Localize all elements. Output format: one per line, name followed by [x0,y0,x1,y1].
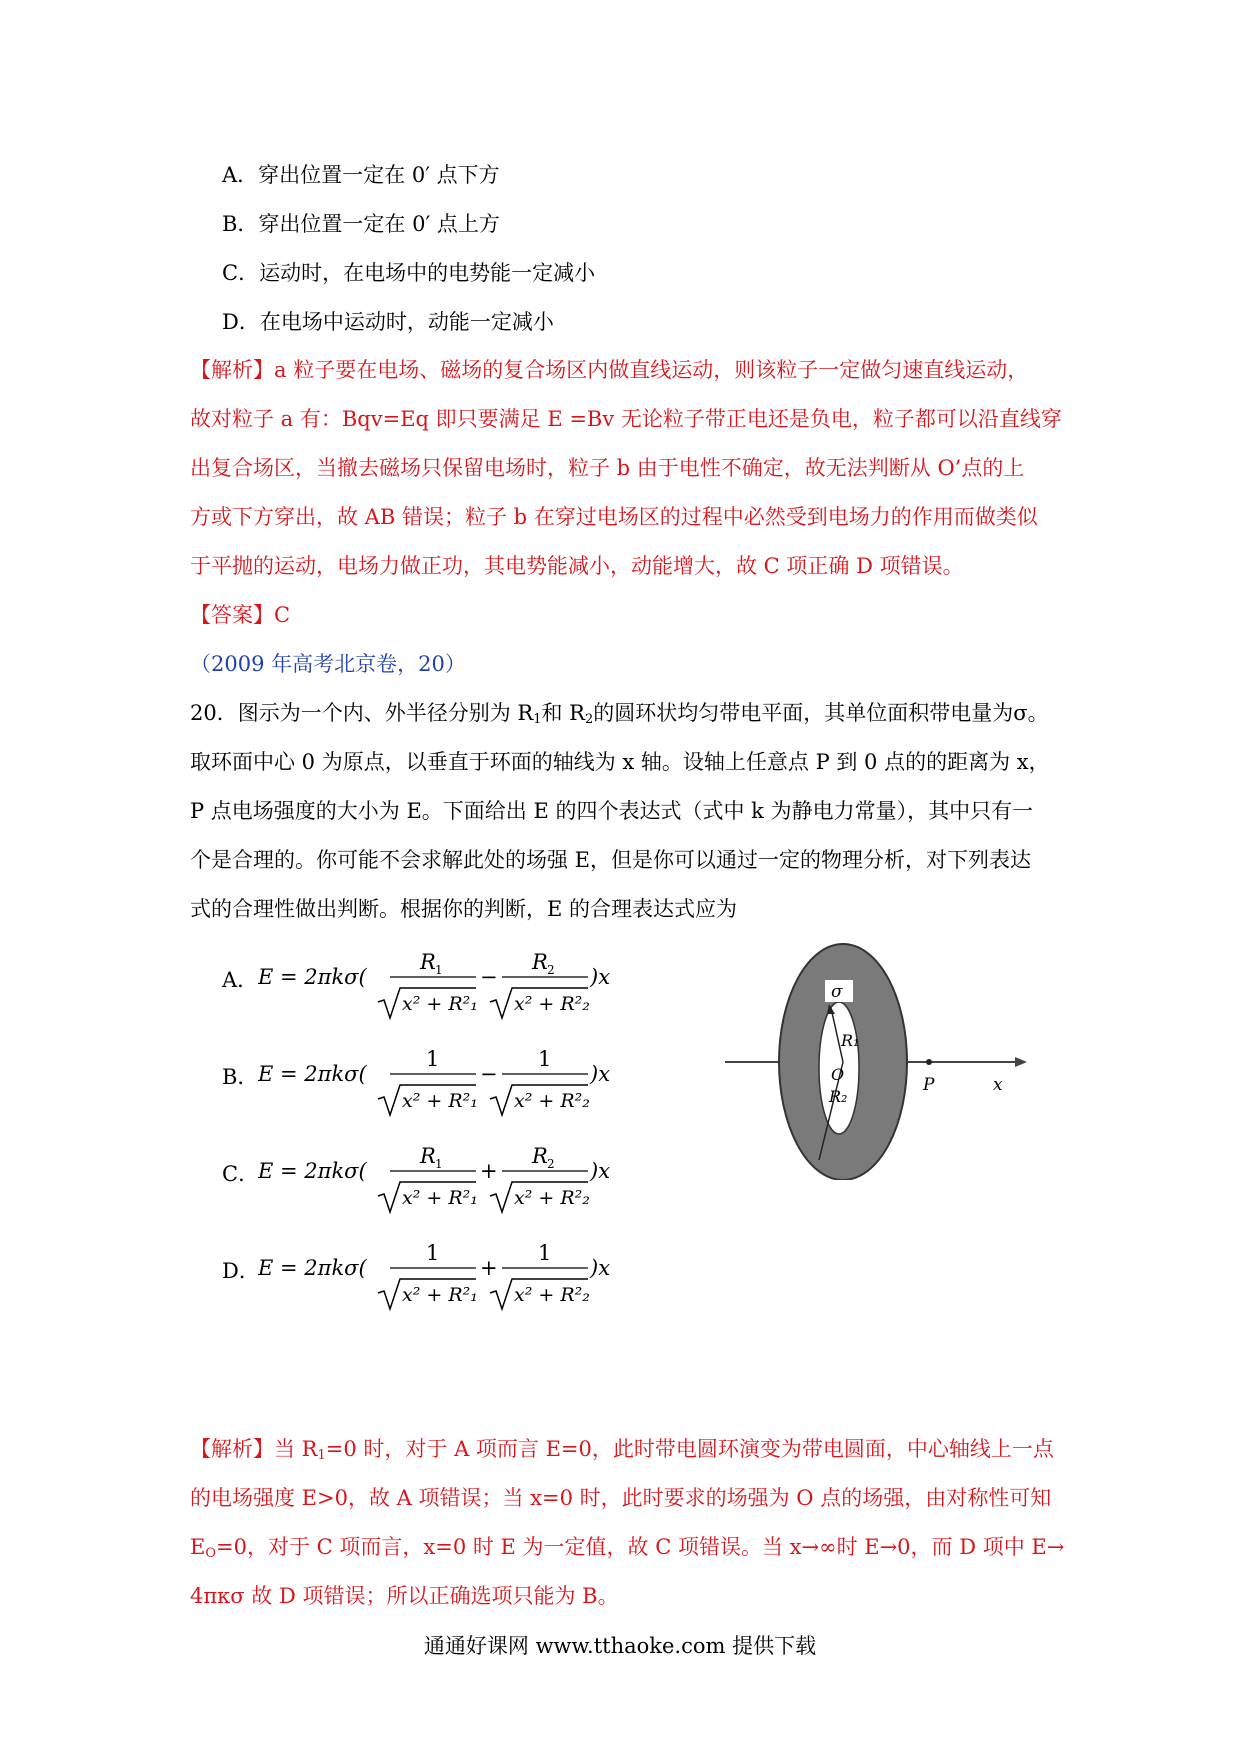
svg-text:1: 1 [435,1157,443,1171]
r2-label: R₂ [829,1087,848,1106]
svg-text:1: 1 [538,1047,552,1071]
svg-text:R: R [532,950,548,974]
svg-text:+: + [480,1159,498,1183]
analysis20-line-4: 4πκσ 故 D 项错误；所以正确选项只能为 B。 [190,1584,619,1608]
point-p-marker [926,1059,932,1065]
page-footer: 通通好课网 www.tthaoke.com 提供下载 [423,1634,817,1658]
analysis-line: 【解析】a 粒子要在电场、磁场的复合场区内做直线运动，则该粒子一定做匀速直线运动， [190,358,1029,382]
analysis20-line-2: 的电场强度 E>0，故 A 项错误；当 x=0 时，此时要求的场强为 O 点的场强，由对称性可知 [190,1486,1052,1510]
analysis-line: 于平抛的运动，电场力做正功，其电势能减小，动能增大，故 C 项正确 D 项错误。 [190,554,964,578]
analysis20-line-1: 【解析】当 $R_1=0$ 时，对于 A 项而言 E=0，此时带电圆环演变为带电圆面，中心轴线上一点 [190,1437,1054,1463]
option-b: B．穿出位置一定在 0′ 点上方 [222,212,500,236]
svg-text:1: 1 [538,1241,552,1265]
svg-text:E = 2πkσ(: E = 2πkσ( [258,1256,367,1280]
question-line-5: 式的合理性做出判断。根据你的判断，E 的合理表达式应为 [190,897,738,921]
svg-text:2: 2 [547,963,555,977]
question-line-2: 取环面中心 0 为原点，以垂直于环面的轴线为 x 轴。设轴上任意点 P 到 0 点的的距离为 x， [190,750,1050,774]
svg-text:1: 1 [435,963,443,977]
svg-text:E = 2πkσ(: E = 2πkσ( [258,1159,367,1183]
analysis-line: 故对粒子 a 有：Bqv=Eq 即只要满足 E =Bv 无论粒子带正电还是负电，粒子都可以沿直线穿 [190,407,1062,431]
svg-text:)x: )x [590,965,611,989]
analysis-line: 出复合场区，当撤去磁场只保留电场时，粒子 b 由于电性不确定，故无法判断从 O’点的上 [190,456,1025,480]
answer: 【答案】C [190,603,291,627]
svg-text:1: 1 [426,1047,440,1071]
point-p-label: P [923,1075,935,1095]
question-line-1: 20．图示为一个内、外半径分别为 $R_1$和 $R_2$的圆环状均匀带电平面，其单位面积带电量为σ。 [190,701,1049,727]
svg-text:x² + R²₁: x² + R²₁ [402,1090,478,1112]
option-c: C．运动时，在电场中的电势能一定减小 [222,261,596,285]
r1-label: R₁ [841,1031,860,1050]
svg-text:1: 1 [426,1241,440,1265]
axis-x-label: x [993,1075,1003,1095]
svg-text:x² + R²₂: x² + R²₂ [514,1090,590,1112]
option-d: D．在电场中运动时，动能一定减小 [222,310,554,334]
svg-text:x² + R²₂: x² + R²₂ [514,993,590,1015]
ring-figure [715,940,1035,1180]
svg-text:R: R [420,950,436,974]
svg-text:−: − [480,965,498,989]
option-a: A．穿出位置一定在 0′ 点下方 [222,163,500,187]
svg-text:−: − [480,1062,498,1086]
question-line-4: 个是合理的。你可能不会求解此处的场强 E，但是你可以通过一定的物理分析，对下列表达 [190,848,1032,872]
svg-text:E = 2πkσ(: E = 2πkσ( [258,1062,367,1086]
svg-text:)x: )x [590,1159,611,1183]
svg-text:x² + R²₁: x² + R²₁ [402,993,478,1015]
svg-text:x² + R²₁: x² + R²₁ [402,1284,478,1306]
question-line-3: P 点电场强度的大小为 E。下面给出 E 的四个表达式（式中 k 为静电力常量），其中只有一 [190,799,1034,823]
svg-text:R: R [532,1144,548,1168]
svg-text:+: + [480,1256,498,1280]
formula-lhs: E = 2πkσ( [258,965,367,989]
analysis-line: 方或下方穿出，故 AB 错误；粒子 b 在穿过电场区的过程中必然受到电场力的作用而做类似 [190,505,1038,529]
svg-text:x² + R²₁: x² + R²₁ [402,1187,478,1209]
analysis20-line-3: $E_O=0$，对于 C 项而言，x=0 时 E 为一定值，故 C 项错误。当 x→∞时 E→0，而 D 项中 E→ [190,1535,1065,1561]
origin-label: O [831,1065,845,1084]
svg-text:R: R [420,1144,436,1168]
svg-text:2: 2 [547,1157,555,1171]
svg-text:)x: )x [590,1062,611,1086]
sigma-label: σ [831,982,843,1002]
svg-text:x² + R²₂: x² + R²₂ [514,1284,590,1306]
svg-text:x² + R²₂: x² + R²₂ [514,1187,590,1209]
svg-text:)x: )x [590,1256,611,1280]
source-citation: （2009 年高考北京卷，20） [190,652,466,676]
